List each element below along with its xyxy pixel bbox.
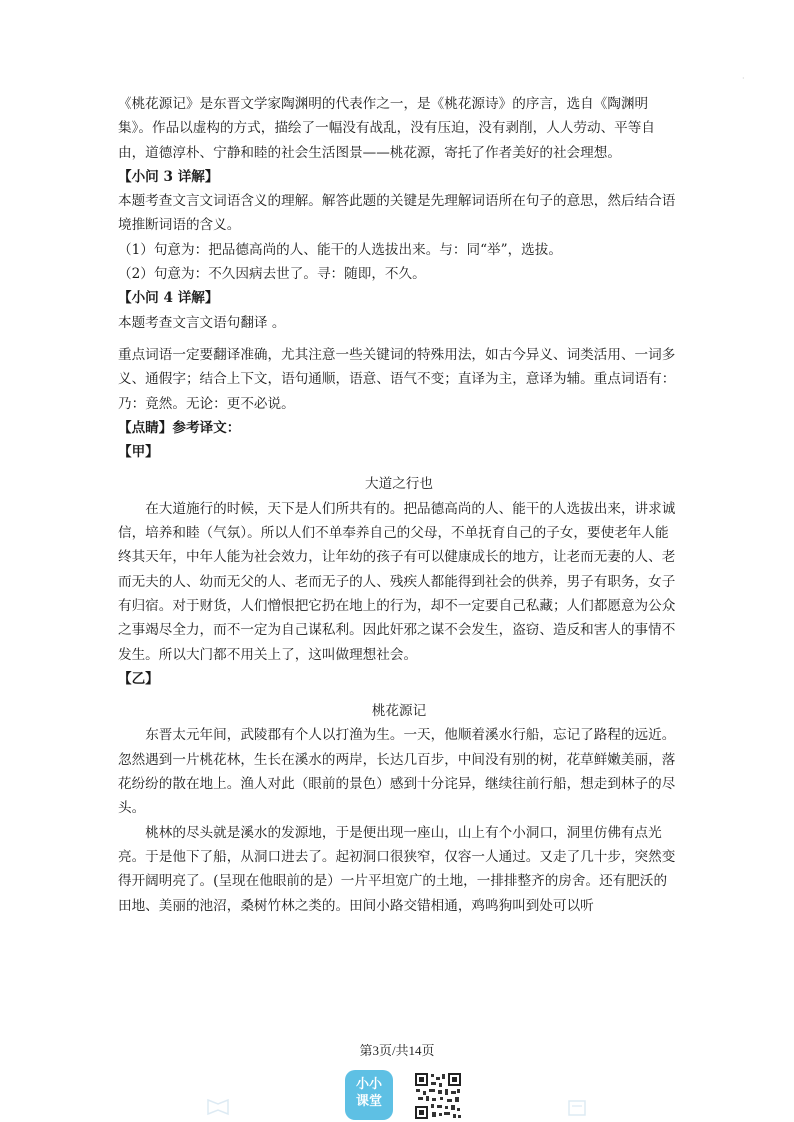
jia-heading: 【甲】 [118,444,159,461]
q3-item-2: （2）句意为：不久因病去世了。寻：随即，不久。 [118,266,426,283]
yi-translation-2: 桃林的尽头就是溪水的发源地，于是便出现一座山，山上有个小洞口，洞里仿佛有点光亮。于是他下了船，从洞口进去了。起初洞口很狭窄，仅容一人通过。又走了几十步，突然变得开阔明亮了。(呈现在他眼前的是）一片平坦宽广的土地，一排排整齐的房舍。还有肥沃的田地、美丽的池沼，桑树竹林之类的。田间小路交错相通，鸡鸣狗叫到处可以听 [118,824,676,914]
yi-title: 桃花源记 [371,703,427,720]
logo-text-line-2: 课堂 [355,1094,382,1109]
section-heading-q3: 【小问 3 详解】 [118,168,219,185]
q4-keywords: 乃：竟然。无论：更不必说。 [118,395,295,412]
q3-item-1: （1）句意为：把品德高尚的人、能干的人选拔出来。与：同“举”，选拔。 [118,241,562,258]
xiaoxiao-ketang-logo [345,1070,393,1120]
faint-book-icon [206,1096,230,1116]
logo-text-line-1: 小小 [355,1077,382,1092]
page-number: 第3页/共14页 [359,1043,435,1058]
faint-note-icon [566,1098,590,1118]
q3-paragraph: 本题考查文言文词语含义的理解。解答此题的关键是先理解词语所在句子的意思，然后结合语境推断词语的含义。 [118,193,676,234]
document-body [118,92,680,918]
yi-translation-1: 东晋太元年间，武陵郡有个人以打渔为生。一天，他顺着溪水行船，忘记了路程的远近。忽然遇到一片桃花林，生长在溪水的两岸，长达几百步，中间没有别的树，花草鲜嫩美丽，落花纷纷的散在地上。渔人对此（眼前的景色）感到十分诧异，继续往前行船，想走到林子的尽头。 [118,727,676,817]
q4-paragraph: 本题考查文言文语句翻译 。 [118,314,286,331]
qr-code-icon [414,1072,462,1120]
jia-translation: 在大道施行的时候，天下是人们所共有的。把品德高尚的人、能干的人选拔出来，讲求诚信，培养和睦（气氛）。所以人们不单奉养自己的父母，不单抚育自己的子女，要使老年人能终其天年，中年人能为社会效力，让年幼的孩子有可以健康成长的地方，让老而无妻的人、老而无夫的人、幼而无父的人、老而无子的人、残疾人都能得到社会的供养，男子有职务，女子有归宿。对于财货，人们憎恨把它扔在地上的行为，却不一定要自己私藏；人们都愿意为公众之事竭尽全力，而不一定为自己谋私利。因此奸邪之谋不会发生，盗窃、造反和害人的事情不发生。所以大门都不用关上了，这叫做理想社会。 [118,500,676,663]
q4-detail: 重点词语一定要翻译准确，尤其注意一些关键词的特殊用法，如古今异义、词类活用、一词多义、通假字；结合上下文，语句通顺，语意、语气不变；直译为主，意译为辅。重点词语有： [118,346,676,388]
jia-title: 大道之行也 [365,476,433,493]
dianjing-heading: 【点睛】参考译文： [118,419,241,436]
corner-mark: · [742,74,745,83]
section-heading-q4: 【小问 4 详解】 [118,290,219,307]
yi-heading: 【乙】 [118,670,159,687]
intro-paragraph: 《桃花源记》是东晋文学家陶渊明的代表作之一，是《桃花源诗》的序言，选自《陶渊明集》。作品以虚构的方式，描绘了一幅没有战乱，没有压迫，没有剥削，人人劳动、平等自由，道德淳朴、宁静和睦的社会生活图景——桃花源，寄托了作者美好的社会理想。 [118,96,655,161]
